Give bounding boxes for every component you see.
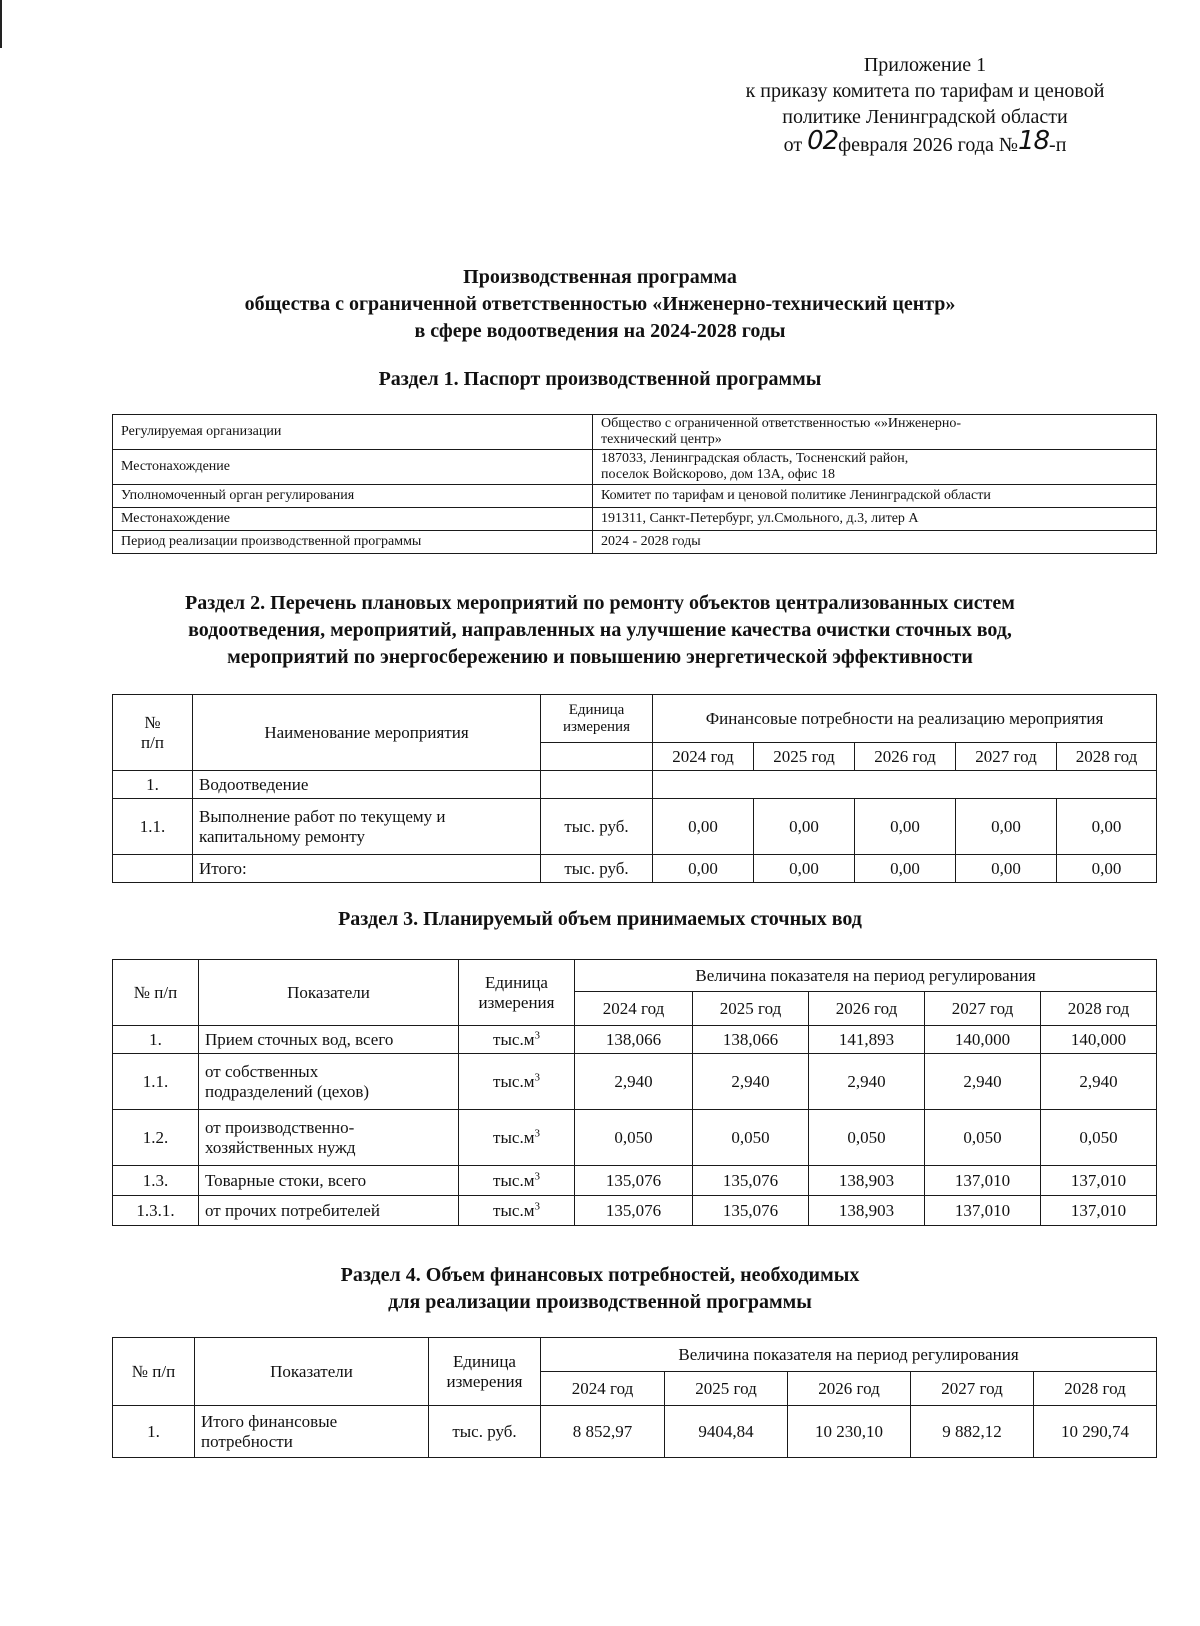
passport-value: Комитет по тарифам и ценовой политике Ленинградской области (593, 485, 1157, 508)
section2-title-line-2: водоотведения, мероприятий, направленных на улучшение качества очистки сточных вод, (188, 619, 1012, 641)
unit-text: тыс.м (493, 1029, 535, 1049)
unit-exponent: 3 (534, 1070, 540, 1083)
table-row (113, 1026, 1157, 1054)
passport-label: Период реализации производственной программы (113, 531, 593, 554)
cell-value: 0,00 (855, 855, 956, 883)
cell-value: 137,010 (1041, 1196, 1157, 1226)
financial-needs-table (112, 1337, 1157, 1458)
col-header-num: № п/п (113, 960, 199, 1026)
cell-name (195, 1406, 429, 1458)
cell-value: 2,940 (925, 1054, 1041, 1110)
cell-num: 1. (113, 771, 193, 799)
cell-value: 0,050 (1041, 1110, 1157, 1166)
cell-value: 0,00 (1057, 855, 1157, 883)
cell-num (113, 855, 193, 883)
table-row (113, 1054, 1157, 1110)
title-line-2: общества с ограниченной ответственностью «Инженерно-технический центр» (244, 293, 956, 315)
section2-title-line-3: мероприятий по энергосбережению и повышению энергетической эффективности (227, 646, 973, 668)
appendix-date-day: 02 (807, 126, 839, 156)
appendix-line-1: Приложение 1 (863, 54, 987, 76)
col-header-year: 2027 год (925, 992, 1041, 1026)
unit-text: тыс.м (493, 1170, 535, 1190)
cell-unit (541, 771, 653, 799)
table-row (113, 1110, 1157, 1166)
col-header-group: Величина показателя на период регулирования (575, 960, 1157, 992)
cell-unit (459, 1110, 575, 1166)
cell-name: Прием сточных вод, всего (199, 1026, 459, 1054)
appendix-line-2: к приказу комитета по тарифам и ценовой (745, 80, 1105, 102)
header-line: Единица (568, 701, 625, 718)
passport-table (112, 414, 1157, 554)
passport-label: Местонахождение (113, 508, 593, 531)
cell-num: 1.3.1. (113, 1196, 199, 1226)
cell-num: 1.1. (113, 1054, 199, 1110)
cell-value: 9404,84 (665, 1406, 788, 1458)
cell-unit: тыс. руб. (541, 855, 653, 883)
cell-name-line: от производственно- (205, 1117, 355, 1137)
appendix-number-suffix: -п (1049, 134, 1067, 156)
cell-value: 0,00 (754, 855, 855, 883)
cell-value: 137,010 (925, 1196, 1041, 1226)
unit-exponent: 3 (534, 1028, 540, 1041)
cell-name: Водоотведение (193, 771, 541, 799)
cell-value: 2,940 (1041, 1054, 1157, 1110)
cell-value: 135,076 (693, 1196, 809, 1226)
cell-name (199, 1054, 459, 1110)
unit-exponent: 3 (534, 1126, 540, 1139)
table-header-row (113, 960, 1157, 992)
cell-name: Итого: (193, 855, 541, 883)
cell-unit: тыс. руб. (541, 799, 653, 855)
cell-name (199, 1110, 459, 1166)
passport-value-line: Общество с ограниченной ответственностью «»Инженерно- (601, 416, 962, 431)
passport-value: 2024 - 2028 годы (593, 531, 1157, 554)
cell-value: 0,00 (855, 799, 956, 855)
cell-value: 0,050 (809, 1110, 925, 1166)
table-row (113, 1166, 1157, 1196)
col-header-year: 2024 год (541, 1372, 665, 1406)
header-line: Единица (485, 972, 548, 992)
title-line-3: в сфере водоотведения на 2024-2028 годы (414, 320, 786, 342)
appendix-header (690, 52, 1160, 158)
unit-exponent: 3 (534, 1169, 540, 1182)
col-header-name: Наименование мероприятия (193, 695, 541, 771)
cell-value: 0,00 (1057, 799, 1157, 855)
cell-unit (459, 1196, 575, 1226)
cell-value: 137,010 (1041, 1166, 1157, 1196)
cell-name-line: капитальному ремонту (199, 826, 365, 846)
col-header-group: Величина показателя на период регулирования (541, 1338, 1157, 1372)
passport-value-line: поселок Войскорово, дом 13А, офис 18 (601, 467, 835, 482)
col-header-year: 2028 год (1034, 1372, 1157, 1406)
section4-title-line-1: Раздел 4. Объем финансовых потребностей, необходимых (340, 1264, 860, 1286)
appendix-date-line (690, 126, 1160, 158)
col-header-num (113, 695, 193, 771)
cell-num: 1.3. (113, 1166, 199, 1196)
cell-value: 9 882,12 (911, 1406, 1034, 1458)
cell-value: 0,050 (693, 1110, 809, 1166)
col-header-name: Показатели (199, 960, 459, 1026)
document-title (100, 264, 1100, 345)
col-header-unit (459, 960, 575, 1026)
section3-title: Раздел 3. Планируемый объем принимаемых сточных вод (338, 908, 862, 930)
title-line-1: Производственная программа (463, 266, 737, 288)
cell-unit (459, 1026, 575, 1054)
cell-value: 141,893 (809, 1026, 925, 1054)
section1-title: Раздел 1. Паспорт производственной программы (378, 368, 822, 390)
unit-exponent: 3 (534, 1199, 540, 1212)
cell-value: 8 852,97 (541, 1406, 665, 1458)
col-header-year: 2027 год (911, 1372, 1034, 1406)
col-header-year: 2024 год (653, 743, 754, 771)
table-row (113, 508, 1157, 531)
col-header-unit (541, 695, 653, 743)
cell-value: 140,000 (925, 1026, 1041, 1054)
appendix-line-3: политике Ленинградской области (782, 106, 1068, 128)
empty-cell (541, 743, 653, 771)
header-line: измерения (478, 992, 555, 1012)
table-row (113, 1406, 1157, 1458)
cell-name (193, 799, 541, 855)
cell-name-line: хозяйственных нужд (205, 1137, 356, 1157)
cell-value: 0,050 (575, 1110, 693, 1166)
cell-value: 140,000 (1041, 1026, 1157, 1054)
col-header-num: № п/п (113, 1338, 195, 1406)
cell-name: от прочих потребителей (199, 1196, 459, 1226)
passport-value-line: технический центр» (601, 432, 722, 447)
cell-value: 2,940 (693, 1054, 809, 1110)
table-header-row (113, 1338, 1157, 1372)
cell-value: 135,076 (575, 1196, 693, 1226)
cell-name: Товарные стоки, всего (199, 1166, 459, 1196)
cell-name-line: от собственных (205, 1061, 319, 1081)
cell-value: 0,00 (754, 799, 855, 855)
unit-text: тыс.м (493, 1071, 535, 1091)
events-table (112, 694, 1157, 883)
cell-num: 1.1. (113, 799, 193, 855)
cell-unit: тыс. руб. (429, 1406, 541, 1458)
section2-title (100, 590, 1100, 671)
section4-title (100, 1262, 1100, 1316)
col-header-year: 2025 год (693, 992, 809, 1026)
table-row (113, 1196, 1157, 1226)
col-header-year: 2026 год (809, 992, 925, 1026)
cell-name-line: потребности (201, 1431, 293, 1451)
cell-name-line: Выполнение работ по текущему и (199, 806, 446, 826)
header-line: № (144, 712, 161, 732)
col-header-year: 2025 год (665, 1372, 788, 1406)
table-row (113, 415, 1157, 450)
cell-value: 0,00 (956, 855, 1057, 883)
passport-label: Уполномоченный орган регулирования (113, 485, 593, 508)
col-header-group: Финансовые потребности на реализацию мероприятия (653, 695, 1157, 743)
table-row (113, 855, 1157, 883)
table-header-row (113, 695, 1157, 743)
section2-title-line-1: Раздел 2. Перечень плановых мероприятий по ремонту объектов централизованных систем (185, 592, 1015, 614)
passport-label: Регулируемая организации (113, 415, 593, 450)
cell-value: 10 230,10 (788, 1406, 911, 1458)
cell-value: 0,00 (653, 855, 754, 883)
passport-value: 191311, Санкт-Петербург, ул.Смольного, д.3, литер А (593, 508, 1157, 531)
appendix-date-month-year: февраля 2026 года (838, 134, 994, 156)
cell-value: 2,940 (809, 1054, 925, 1110)
col-header-name: Показатели (195, 1338, 429, 1406)
table-row (113, 771, 1157, 799)
appendix-date-prefix: от (783, 134, 803, 156)
header-line: п/п (141, 732, 164, 752)
col-header-year: 2025 год (754, 743, 855, 771)
cell-value: 0,00 (956, 799, 1057, 855)
col-header-unit (429, 1338, 541, 1406)
col-header-year: 2024 год (575, 992, 693, 1026)
header-line: Единица (453, 1351, 516, 1371)
cell-unit (459, 1054, 575, 1110)
col-header-year: 2027 год (956, 743, 1057, 771)
passport-value-line: 187033, Ленинградская область, Тосненский район, (601, 451, 909, 466)
cell-name-line: подразделений (цехов) (205, 1081, 370, 1101)
header-line: измерения (446, 1371, 523, 1391)
cell-value: 138,066 (575, 1026, 693, 1054)
cell-value: 138,066 (693, 1026, 809, 1054)
passport-label: Местонахождение (113, 450, 593, 485)
cell-value: 0,050 (925, 1110, 1041, 1166)
section4-title-line-2: для реализации производственной программы (388, 1291, 812, 1313)
cell-value: 138,903 (809, 1166, 925, 1196)
col-header-year: 2026 год (855, 743, 956, 771)
cell-value: 10 290,74 (1034, 1406, 1157, 1458)
table-row (113, 450, 1157, 485)
cell-num: 1. (113, 1026, 199, 1054)
appendix-number: 18 (1017, 126, 1050, 156)
empty-cell (653, 771, 1157, 799)
header-line: измерения (562, 718, 630, 735)
col-header-year: 2028 год (1041, 992, 1157, 1026)
cell-value: 135,076 (693, 1166, 809, 1196)
passport-value (593, 415, 1157, 450)
unit-text: тыс.м (493, 1127, 535, 1147)
cell-value: 2,940 (575, 1054, 693, 1110)
cell-value: 137,010 (925, 1166, 1041, 1196)
col-header-year: 2028 год (1057, 743, 1157, 771)
cell-value: 135,076 (575, 1166, 693, 1196)
cell-num: 1.2. (113, 1110, 199, 1166)
wastewater-volume-table (112, 959, 1157, 1226)
cell-unit (459, 1166, 575, 1196)
passport-value (593, 450, 1157, 485)
cell-num: 1. (113, 1406, 195, 1458)
appendix-number-sign: № (998, 134, 1018, 156)
cell-value: 138,903 (809, 1196, 925, 1226)
table-row (113, 799, 1157, 855)
table-row (113, 531, 1157, 554)
unit-text: тыс.м (493, 1200, 535, 1220)
scan-edge-line (0, 0, 2, 48)
col-header-year: 2026 год (788, 1372, 911, 1406)
cell-value: 0,00 (653, 799, 754, 855)
cell-name-line: Итого финансовые (201, 1411, 338, 1431)
table-row (113, 485, 1157, 508)
